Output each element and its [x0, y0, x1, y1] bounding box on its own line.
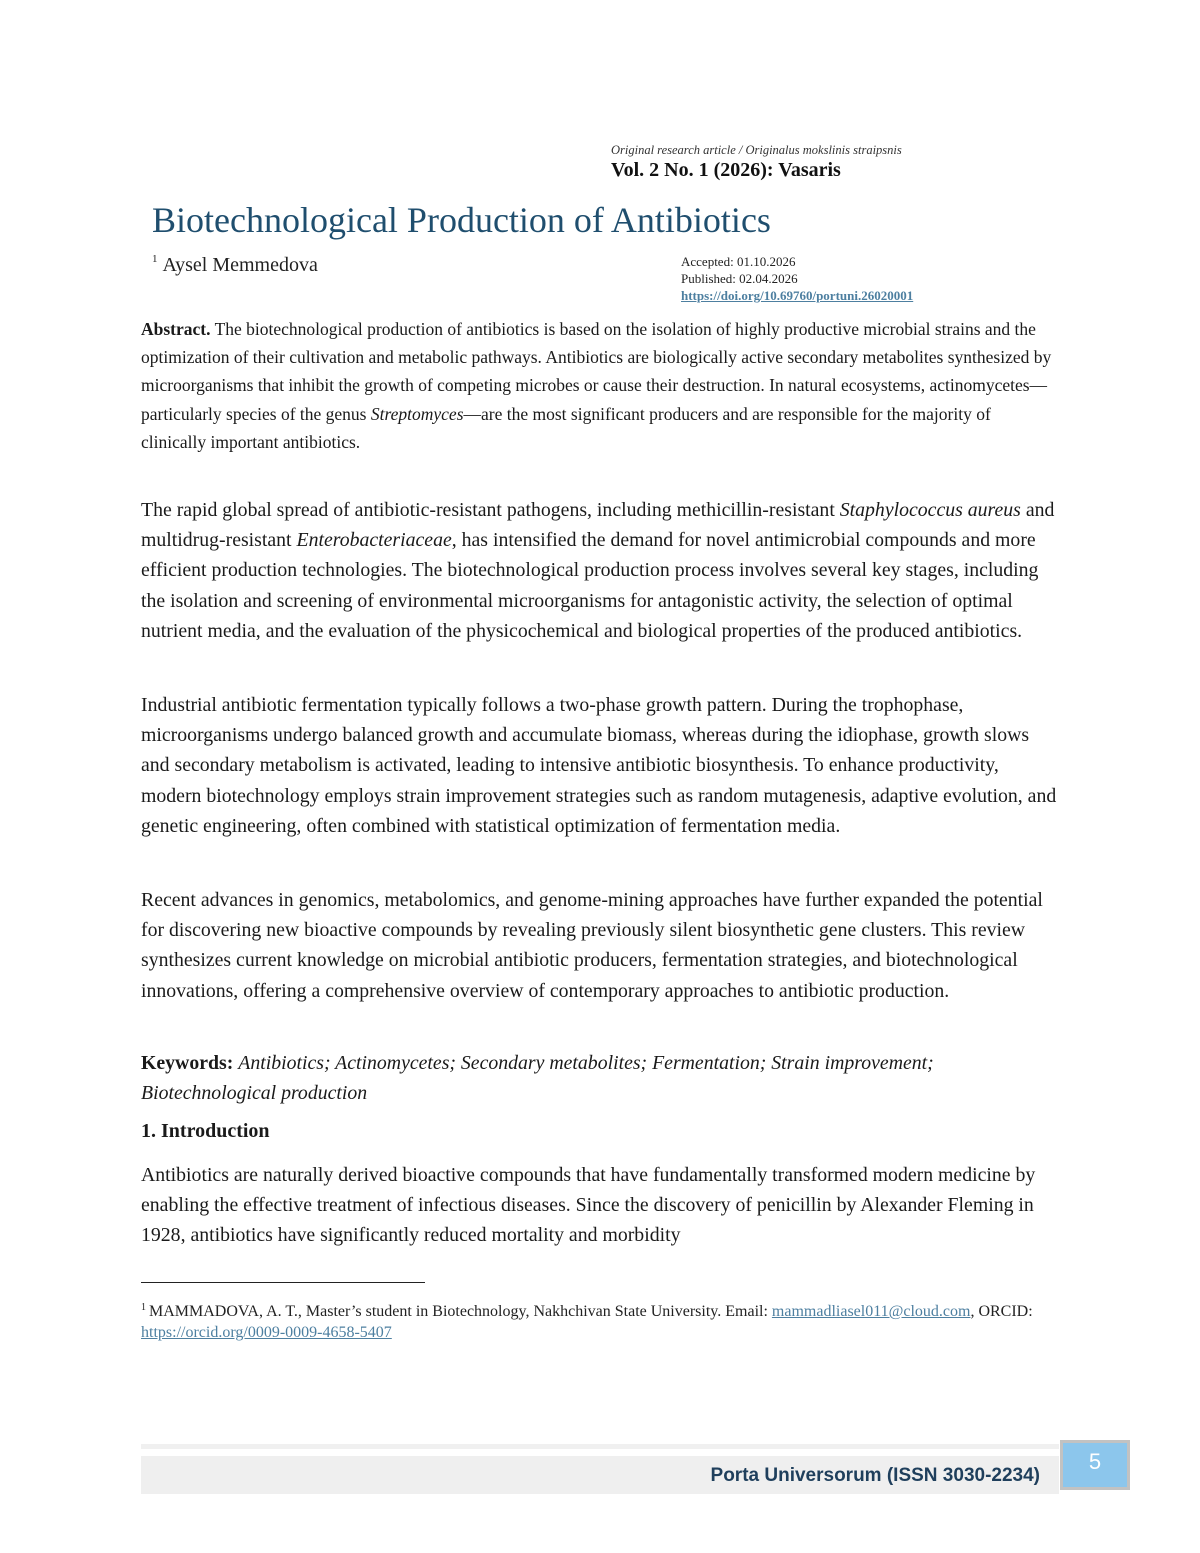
section-heading: 1. Introduction [141, 1120, 270, 1142]
orcid-label: , ORCID: [970, 1303, 1033, 1320]
footnote-mark: 1 [141, 1302, 146, 1313]
footnote-divider [141, 1282, 425, 1283]
page-number: 5 [1060, 1440, 1130, 1490]
keywords-label: Keywords: [141, 1052, 234, 1074]
author-footnote-mark: 1 [152, 253, 158, 265]
journal-name: Porta Universorum (ISSN 3030-2234) [710, 1465, 1040, 1486]
paragraph-text: Antibiotics are naturally derived bioactive compounds that have fundamentally transformed modern medicine by enabling the effective treatment of infectious diseases. Since the discovery of penicillin by Alexander Fleming in 1928, antibiotics have significantly reduced mortality and morbidity [141, 1164, 1036, 1247]
paragraph-resistance [141, 495, 1059, 646]
keywords [141, 1048, 1059, 1108]
abstract-label: Abstract. [141, 319, 211, 339]
paragraph-text: and multidrug-resistant [141, 499, 1055, 552]
introduction-text [141, 1160, 1059, 1251]
volume-issue: Vol. 2 No. 1 (2026): Vasaris [611, 159, 841, 181]
author-name: Aysel Memmedova [162, 254, 318, 276]
abstract-text-1: The biotechnological production of antibiotics is based on the isolation of highly productive microbial strains and the optimization of their cultivation and metabolic pathways. Antibiotics are biologically active secondary metabolites synthesized by microorganisms that inhibit the growth of competing microbes or cause their destruction. In natural ecosystems, actinomycetes—particularly species of the genus [141, 319, 1052, 424]
author [152, 253, 318, 277]
species-name: Staphylococcus aureus [839, 499, 1021, 521]
article-type: Original research article / Originalus mokslinis straipsnis [611, 143, 902, 157]
family-name: Enterobacteriaceae [296, 529, 452, 552]
orcid-link[interactable]: https://orcid.org/0009-0009-4658-5407 [141, 1324, 392, 1341]
publication-meta [681, 253, 913, 304]
email-link[interactable]: mammadliasel011@cloud.com [771, 1303, 971, 1320]
published-date: Published: 02.04.2026 [681, 271, 798, 286]
paragraph-text: , has intensified the demand for novel antimicrobial compounds and more efficient production technologies. The biotechnological production process involves several key stages, including the isolation and screening of environmental microorganisms for antagonistic activity, the selection of optimal nutrient media, and the evaluation of the physicochemical and biological properties of the produced antibiotics. [141, 529, 1039, 642]
paragraph-text: Industrial antibiotic fermentation typically follows a two-phase growth pattern. During the trophophase, microorganisms undergo balanced growth and accumulate biomass, whereas during the idiophase, growth slows and secondary metabolism is activated, leading to intensive antibiotic biosynthesis. To enhance productivity, modern biotechnology employs strain improvement strategies such as random mutagenesis, adaptive evolution, and genetic engineering, often combined with statistical optimization of fermentation media. [141, 694, 1057, 837]
keywords-list: Antibiotics; Actinomycetes; Secondary metabolites; Fermentation; Strain improvement; Biotechnological production [141, 1052, 934, 1104]
paragraph-genomics [141, 885, 1059, 1006]
paragraph-text: Recent advances in genomics, metabolomics, and genome-mining approaches have further expanded the potential for discovering new bioactive compounds by revealing previously silent biosynthetic gene clusters. This review synthesizes current knowledge on microbial antibiotic producers, fermentation strategies, and biotechnological innovations, offering a comprehensive overview of contemporary approaches to antibiotic production. [141, 889, 1043, 1002]
abstract-text-2: —are the most significant producers and are responsible for the majority of clinically important antibiotics. [141, 403, 991, 452]
accepted-date: Accepted: 01.10.2026 [681, 254, 796, 269]
article-title: Biotechnological Production of Antibiotics [152, 200, 771, 240]
footer-divider [141, 1444, 1059, 1449]
abstract-genus: Streptomyces [370, 403, 464, 424]
abstract [141, 315, 1059, 456]
paragraph-text: The rapid global spread of antibiotic-resistant pathogens, including methicillin-resistant [141, 499, 840, 521]
footnote-text: MAMMADOVA, A. T., Master’s student in Biotechnology, Nakhchivan State University. Email: [149, 1303, 772, 1320]
doi-link[interactable]: https://doi.org/10.69760/portuni.26020001 [681, 288, 914, 303]
footnote [141, 1297, 1059, 1343]
paragraph-fermentation [141, 690, 1059, 841]
